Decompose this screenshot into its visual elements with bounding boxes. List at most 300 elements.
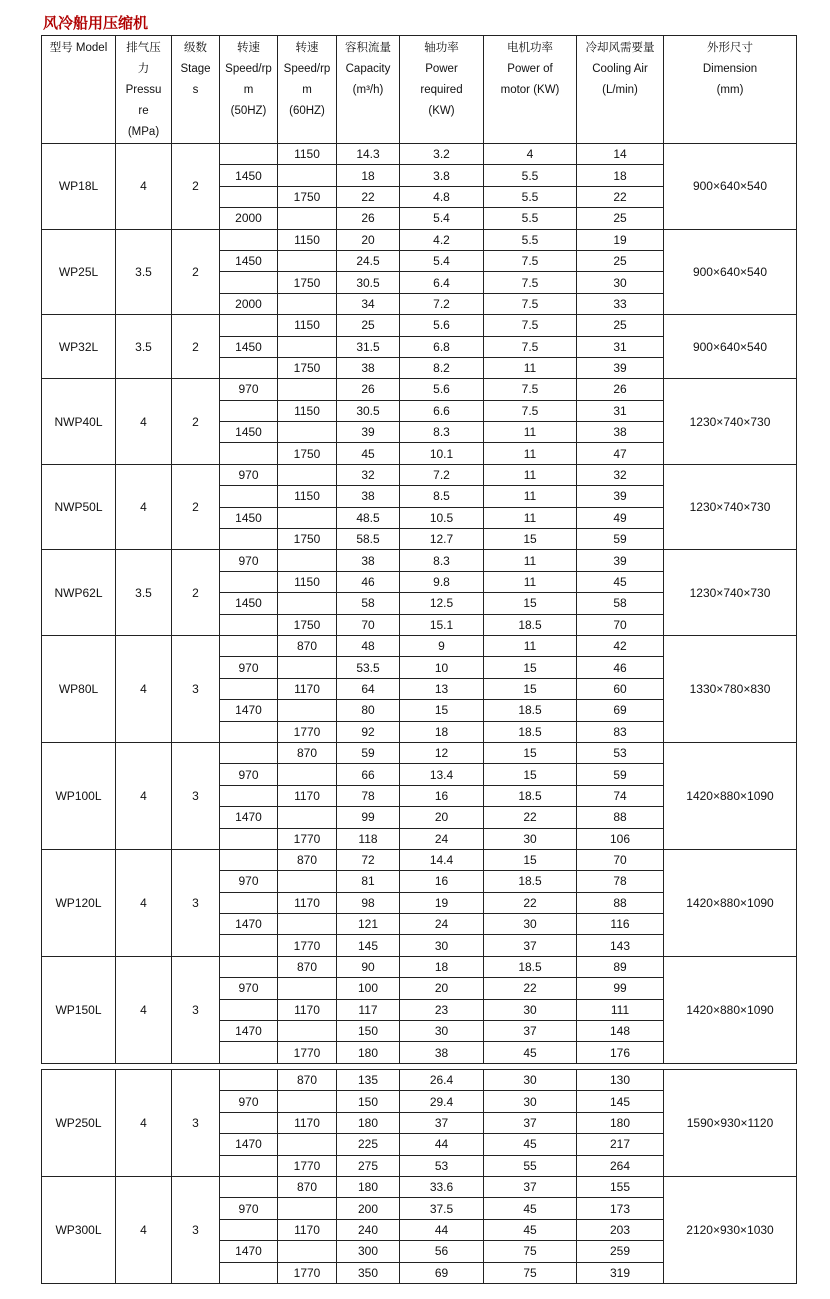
- cell-stages: 2: [172, 464, 220, 550]
- cell-speed-60hz: [278, 1021, 337, 1042]
- header-line: (KW): [428, 105, 455, 117]
- cell-speed-50hz: [220, 1262, 278, 1283]
- cell-stages: 2: [172, 315, 220, 379]
- cell-capacity: 81: [337, 871, 400, 892]
- cell-capacity: 18: [337, 165, 400, 186]
- cell-speed-50hz: [220, 1042, 278, 1063]
- cell-motor-power: 15: [484, 764, 577, 785]
- cell-speed-60hz: 870: [278, 1070, 337, 1091]
- header-line: (L/min): [602, 84, 638, 96]
- cell-stages: 3: [172, 635, 220, 742]
- cell-speed-50hz: [220, 1112, 278, 1133]
- header-line: Speed/rp: [283, 63, 331, 75]
- cell-capacity: 200: [337, 1198, 400, 1219]
- cell-speed-50hz: 1470: [220, 914, 278, 935]
- cell-speed-60hz: 1150: [278, 144, 337, 165]
- cell-capacity: 20: [337, 229, 400, 250]
- cell-cooling-air: 173: [577, 1198, 664, 1219]
- cell-motor-power: 15: [484, 593, 577, 614]
- cell-model: NWP62L: [42, 550, 116, 636]
- table-row: [42, 229, 797, 250]
- cell-speed-50hz: [220, 678, 278, 699]
- cell-stages: 3: [172, 849, 220, 956]
- cell-motor-power: 30: [484, 828, 577, 849]
- cell-capacity: 39: [337, 422, 400, 443]
- cell-pressure: 4: [116, 144, 172, 230]
- cell-power-required: 5.4: [400, 208, 484, 229]
- header-line: Stage: [180, 63, 211, 75]
- cell-cooling-air: 18: [577, 165, 664, 186]
- cell-speed-50hz: 970: [220, 1198, 278, 1219]
- cell-cooling-air: 106: [577, 828, 664, 849]
- cell-motor-power: 7.5: [484, 272, 577, 293]
- cell-speed-50hz: [220, 828, 278, 849]
- cell-stages: 3: [172, 1176, 220, 1283]
- cell-motor-power: 11: [484, 357, 577, 378]
- cell-power-required: 69: [400, 1262, 484, 1283]
- cell-speed-50hz: [220, 1219, 278, 1240]
- cell-capacity: 117: [337, 999, 400, 1020]
- cell-speed-50hz: 1450: [220, 336, 278, 357]
- cell-capacity: 32: [337, 464, 400, 485]
- cell-capacity: 300: [337, 1241, 400, 1262]
- cell-model: WP18L: [42, 144, 116, 230]
- cell-motor-power: 11: [484, 422, 577, 443]
- cell-speed-50hz: 970: [220, 1091, 278, 1112]
- cell-motor-power: 55: [484, 1155, 577, 1176]
- cell-power-required: 5.6: [400, 315, 484, 336]
- cell-motor-power: 5.5: [484, 229, 577, 250]
- cell-speed-60hz: [278, 507, 337, 528]
- cell-motor-power: 11: [484, 635, 577, 656]
- cell-speed-60hz: 870: [278, 635, 337, 656]
- cell-cooling-air: 70: [577, 849, 664, 870]
- cell-cooling-air: 32: [577, 464, 664, 485]
- cell-power-required: 44: [400, 1219, 484, 1240]
- cell-cooling-air: 88: [577, 892, 664, 913]
- cell-power-required: 24: [400, 914, 484, 935]
- header-line: 排气压: [126, 42, 161, 54]
- cell-power-required: 29.4: [400, 1091, 484, 1112]
- cell-speed-60hz: [278, 1134, 337, 1155]
- cell-speed-50hz: 1470: [220, 1021, 278, 1042]
- cell-dimension: 1230×740×730: [664, 379, 797, 465]
- cell-speed-60hz: 870: [278, 742, 337, 763]
- cell-speed-50hz: [220, 742, 278, 763]
- header-line: m: [243, 84, 254, 96]
- cell-speed-60hz: 1770: [278, 935, 337, 956]
- cell-speed-50hz: 2000: [220, 208, 278, 229]
- cell-cooling-air: 14: [577, 144, 664, 165]
- cell-power-required: 9: [400, 635, 484, 656]
- header-motor-power: [484, 36, 577, 144]
- cell-cooling-air: 25: [577, 315, 664, 336]
- cell-motor-power: 15: [484, 678, 577, 699]
- cell-motor-power: 15: [484, 742, 577, 763]
- cell-motor-power: 15: [484, 849, 577, 870]
- table-row: [42, 1070, 797, 1091]
- cell-capacity: 240: [337, 1219, 400, 1240]
- cell-capacity: 100: [337, 978, 400, 999]
- cell-pressure: 3.5: [116, 229, 172, 315]
- cell-speed-60hz: [278, 978, 337, 999]
- table-row: [42, 742, 797, 763]
- cell-cooling-air: 26: [577, 379, 664, 400]
- cell-capacity: 70: [337, 614, 400, 635]
- cell-model: WP120L: [42, 849, 116, 956]
- cell-pressure: 4: [116, 1176, 172, 1283]
- cell-speed-60hz: [278, 700, 337, 721]
- cell-cooling-air: 74: [577, 785, 664, 806]
- cell-speed-60hz: 1770: [278, 828, 337, 849]
- header-line: 力: [137, 63, 150, 75]
- cell-speed-50hz: [220, 357, 278, 378]
- cell-motor-power: 7.5: [484, 315, 577, 336]
- cell-pressure: 3.5: [116, 315, 172, 379]
- cell-speed-60hz: [278, 1198, 337, 1219]
- cell-cooling-air: 30: [577, 272, 664, 293]
- header-line: 级数: [184, 42, 207, 54]
- cell-stages: 2: [172, 229, 220, 315]
- cell-speed-50hz: [220, 144, 278, 165]
- header-line: required: [420, 84, 463, 96]
- header-model: [42, 36, 116, 144]
- cell-power-required: 20: [400, 978, 484, 999]
- cell-dimension: 1230×740×730: [664, 550, 797, 636]
- cell-power-required: 18: [400, 956, 484, 977]
- cell-capacity: 26: [337, 208, 400, 229]
- cell-cooling-air: 22: [577, 186, 664, 207]
- cell-cooling-air: 31: [577, 336, 664, 357]
- cell-cooling-air: 39: [577, 550, 664, 571]
- cell-stages: 2: [172, 550, 220, 636]
- cell-power-required: 8.5: [400, 486, 484, 507]
- cell-power-required: 18: [400, 721, 484, 742]
- cell-speed-50hz: [220, 186, 278, 207]
- cell-power-required: 37: [400, 1112, 484, 1133]
- cell-motor-power: 18.5: [484, 956, 577, 977]
- cell-cooling-air: 203: [577, 1219, 664, 1240]
- header-line: m: [302, 84, 312, 96]
- cell-speed-60hz: 1750: [278, 443, 337, 464]
- cell-power-required: 12.7: [400, 529, 484, 550]
- cell-speed-50hz: 970: [220, 550, 278, 571]
- cell-model: WP150L: [42, 956, 116, 1063]
- cell-motor-power: 15: [484, 529, 577, 550]
- cell-speed-60hz: [278, 1241, 337, 1262]
- cell-speed-60hz: 1170: [278, 999, 337, 1020]
- cell-stages: 3: [172, 1070, 220, 1177]
- cell-motor-power: 18.5: [484, 700, 577, 721]
- header-power-required: [400, 36, 484, 144]
- cell-cooling-air: 31: [577, 400, 664, 421]
- cell-capacity: 80: [337, 700, 400, 721]
- cell-motor-power: 37: [484, 1112, 577, 1133]
- cell-motor-power: 37: [484, 1176, 577, 1197]
- header-dimension: [664, 36, 797, 144]
- cell-motor-power: 45: [484, 1134, 577, 1155]
- cell-motor-power: 15: [484, 657, 577, 678]
- header-pressure: [116, 36, 172, 144]
- header-line: 外形尺寸: [707, 42, 753, 54]
- cell-speed-60hz: 1770: [278, 721, 337, 742]
- cell-motor-power: 5.5: [484, 208, 577, 229]
- cell-dimension: 1420×880×1090: [664, 742, 797, 849]
- cell-speed-50hz: [220, 229, 278, 250]
- cell-motor-power: 22: [484, 807, 577, 828]
- cell-power-required: 4.2: [400, 229, 484, 250]
- cell-dimension: 1330×780×830: [664, 635, 797, 742]
- cell-cooling-air: 19: [577, 229, 664, 250]
- cell-speed-60hz: [278, 657, 337, 678]
- cell-motor-power: 11: [484, 507, 577, 528]
- cell-pressure: 4: [116, 1070, 172, 1177]
- cell-motor-power: 22: [484, 978, 577, 999]
- table-row: [42, 956, 797, 977]
- cell-motor-power: 5.5: [484, 186, 577, 207]
- cell-speed-60hz: [278, 208, 337, 229]
- cell-capacity: 34: [337, 293, 400, 314]
- cell-speed-50hz: 2000: [220, 293, 278, 314]
- cell-pressure: 3.5: [116, 550, 172, 636]
- cell-speed-50hz: 970: [220, 871, 278, 892]
- cell-cooling-air: 53: [577, 742, 664, 763]
- header-line: motor (KW): [500, 84, 560, 96]
- cell-cooling-air: 88: [577, 807, 664, 828]
- cell-power-required: 20: [400, 807, 484, 828]
- cell-capacity: 118: [337, 828, 400, 849]
- cell-motor-power: 75: [484, 1262, 577, 1283]
- header-speed-60hz: [278, 36, 337, 144]
- cell-motor-power: 37: [484, 1021, 577, 1042]
- cell-capacity: 59: [337, 742, 400, 763]
- cell-power-required: 26.4: [400, 1070, 484, 1091]
- cell-speed-50hz: [220, 614, 278, 635]
- cell-cooling-air: 69: [577, 700, 664, 721]
- cell-power-required: 4.8: [400, 186, 484, 207]
- cell-speed-50hz: 1470: [220, 807, 278, 828]
- cell-motor-power: 22: [484, 892, 577, 913]
- cell-speed-50hz: 970: [220, 657, 278, 678]
- cell-power-required: 19: [400, 892, 484, 913]
- cell-speed-60hz: [278, 336, 337, 357]
- cell-motor-power: 45: [484, 1198, 577, 1219]
- cell-speed-60hz: [278, 593, 337, 614]
- cell-capacity: 99: [337, 807, 400, 828]
- cell-cooling-air: 49: [577, 507, 664, 528]
- cell-speed-60hz: 870: [278, 956, 337, 977]
- cell-speed-60hz: 1170: [278, 892, 337, 913]
- cell-power-required: 8.3: [400, 550, 484, 571]
- cell-speed-50hz: 1470: [220, 1241, 278, 1262]
- cell-speed-50hz: 970: [220, 978, 278, 999]
- cell-model: NWP50L: [42, 464, 116, 550]
- header-line: (MPa): [127, 126, 160, 138]
- cell-cooling-air: 259: [577, 1241, 664, 1262]
- table-row: [42, 1176, 797, 1197]
- cell-capacity: 38: [337, 550, 400, 571]
- cell-capacity: 66: [337, 764, 400, 785]
- cell-speed-60hz: [278, 914, 337, 935]
- cell-cooling-air: 25: [577, 208, 664, 229]
- cell-speed-60hz: 1170: [278, 1112, 337, 1133]
- cell-speed-60hz: [278, 464, 337, 485]
- cell-power-required: 3.8: [400, 165, 484, 186]
- cell-stages: 3: [172, 956, 220, 1063]
- cell-cooling-air: 33: [577, 293, 664, 314]
- cell-pressure: 4: [116, 742, 172, 849]
- cell-power-required: 7.2: [400, 464, 484, 485]
- cell-motor-power: 30: [484, 914, 577, 935]
- cell-cooling-air: 38: [577, 422, 664, 443]
- cell-cooling-air: 319: [577, 1262, 664, 1283]
- cell-cooling-air: 42: [577, 635, 664, 656]
- cell-speed-60hz: 1770: [278, 1042, 337, 1063]
- cell-speed-50hz: [220, 635, 278, 656]
- cell-cooling-air: 111: [577, 999, 664, 1020]
- header-line: Power of: [507, 63, 553, 75]
- cell-capacity: 45: [337, 443, 400, 464]
- cell-speed-50hz: [220, 571, 278, 592]
- header-stages: [172, 36, 220, 144]
- cell-power-required: 13: [400, 678, 484, 699]
- header-line: 转速: [237, 42, 260, 54]
- cell-power-required: 8.3: [400, 422, 484, 443]
- cell-speed-60hz: [278, 250, 337, 271]
- cell-motor-power: 30: [484, 1070, 577, 1091]
- cell-capacity: 38: [337, 486, 400, 507]
- cell-cooling-air: 130: [577, 1070, 664, 1091]
- cell-power-required: 10: [400, 657, 484, 678]
- cell-model: NWP40L: [42, 379, 116, 465]
- cell-speed-50hz: [220, 315, 278, 336]
- cell-capacity: 180: [337, 1176, 400, 1197]
- header-line: Capacity: [345, 63, 391, 75]
- cell-capacity: 150: [337, 1091, 400, 1112]
- cell-motor-power: 18.5: [484, 721, 577, 742]
- cell-dimension: 1420×880×1090: [664, 849, 797, 956]
- table-row: [42, 849, 797, 870]
- cell-motor-power: 5.5: [484, 165, 577, 186]
- cell-speed-60hz: [278, 807, 337, 828]
- cell-speed-60hz: 1170: [278, 785, 337, 806]
- cell-capacity: 24.5: [337, 250, 400, 271]
- cell-capacity: 53.5: [337, 657, 400, 678]
- cell-dimension: 1230×740×730: [664, 464, 797, 550]
- cell-cooling-air: 60: [577, 678, 664, 699]
- cell-stages: 2: [172, 144, 220, 230]
- header-line: (mm): [716, 84, 744, 96]
- cell-speed-50hz: [220, 1070, 278, 1091]
- cell-speed-60hz: 1150: [278, 400, 337, 421]
- cell-dimension: 2120×930×1030: [664, 1176, 797, 1283]
- cell-speed-60hz: 1750: [278, 614, 337, 635]
- cell-capacity: 135: [337, 1070, 400, 1091]
- cell-capacity: 98: [337, 892, 400, 913]
- cell-dimension: 900×640×540: [664, 315, 797, 379]
- cell-cooling-air: 145: [577, 1091, 664, 1112]
- cell-motor-power: 18.5: [484, 785, 577, 806]
- cell-power-required: 6.6: [400, 400, 484, 421]
- cell-capacity: 275: [337, 1155, 400, 1176]
- cell-capacity: 121: [337, 914, 400, 935]
- header-line: 容积流量: [345, 42, 391, 54]
- cell-cooling-air: 180: [577, 1112, 664, 1133]
- cell-power-required: 23: [400, 999, 484, 1020]
- header-capacity: [337, 36, 400, 144]
- cell-dimension: 900×640×540: [664, 229, 797, 315]
- header-line: Cooling Air: [592, 63, 648, 75]
- cell-cooling-air: 148: [577, 1021, 664, 1042]
- cell-capacity: 145: [337, 935, 400, 956]
- cell-speed-60hz: 1750: [278, 186, 337, 207]
- cell-power-required: 14.4: [400, 849, 484, 870]
- cell-speed-50hz: 1450: [220, 507, 278, 528]
- cell-speed-60hz: 1170: [278, 678, 337, 699]
- cell-cooling-air: 59: [577, 764, 664, 785]
- cell-speed-50hz: [220, 1176, 278, 1197]
- cell-speed-60hz: [278, 422, 337, 443]
- cell-capacity: 180: [337, 1042, 400, 1063]
- cell-capacity: 58: [337, 593, 400, 614]
- cell-speed-50hz: [220, 272, 278, 293]
- cell-power-required: 7.2: [400, 293, 484, 314]
- cell-motor-power: 45: [484, 1042, 577, 1063]
- cell-cooling-air: 47: [577, 443, 664, 464]
- table-row: [42, 464, 797, 485]
- cell-motor-power: 75: [484, 1241, 577, 1262]
- cell-speed-50hz: 1450: [220, 250, 278, 271]
- cell-pressure: 4: [116, 849, 172, 956]
- cell-power-required: 10.1: [400, 443, 484, 464]
- cell-model: WP25L: [42, 229, 116, 315]
- cell-capacity: 25: [337, 315, 400, 336]
- table-row: [42, 379, 797, 400]
- cell-capacity: 48.5: [337, 507, 400, 528]
- cell-motor-power: 37: [484, 935, 577, 956]
- cell-speed-50hz: [220, 721, 278, 742]
- header-speed-50hz: [220, 36, 278, 144]
- cell-stages: 2: [172, 379, 220, 465]
- cell-motor-power: 7.5: [484, 293, 577, 314]
- cell-cooling-air: 39: [577, 357, 664, 378]
- cell-model: WP300L: [42, 1176, 116, 1283]
- cell-cooling-air: 78: [577, 871, 664, 892]
- cell-power-required: 24: [400, 828, 484, 849]
- cell-power-required: 3.2: [400, 144, 484, 165]
- cell-cooling-air: 59: [577, 529, 664, 550]
- cell-pressure: 4: [116, 379, 172, 465]
- cell-power-required: 15: [400, 700, 484, 721]
- cell-stages: 3: [172, 742, 220, 849]
- cell-speed-60hz: [278, 379, 337, 400]
- cell-motor-power: 7.5: [484, 336, 577, 357]
- cell-cooling-air: 83: [577, 721, 664, 742]
- cell-speed-60hz: 1150: [278, 229, 337, 250]
- cell-cooling-air: 89: [577, 956, 664, 977]
- cell-cooling-air: 58: [577, 593, 664, 614]
- cell-capacity: 30.5: [337, 272, 400, 293]
- cell-cooling-air: 45: [577, 571, 664, 592]
- cell-speed-50hz: 1470: [220, 700, 278, 721]
- cell-speed-60hz: 1750: [278, 529, 337, 550]
- cell-cooling-air: 39: [577, 486, 664, 507]
- header-line: 冷却风需要量: [585, 42, 655, 54]
- cell-power-required: 8.2: [400, 357, 484, 378]
- cell-motor-power: 18.5: [484, 871, 577, 892]
- header-line: Speed/rp: [225, 63, 272, 75]
- cell-power-required: 30: [400, 1021, 484, 1042]
